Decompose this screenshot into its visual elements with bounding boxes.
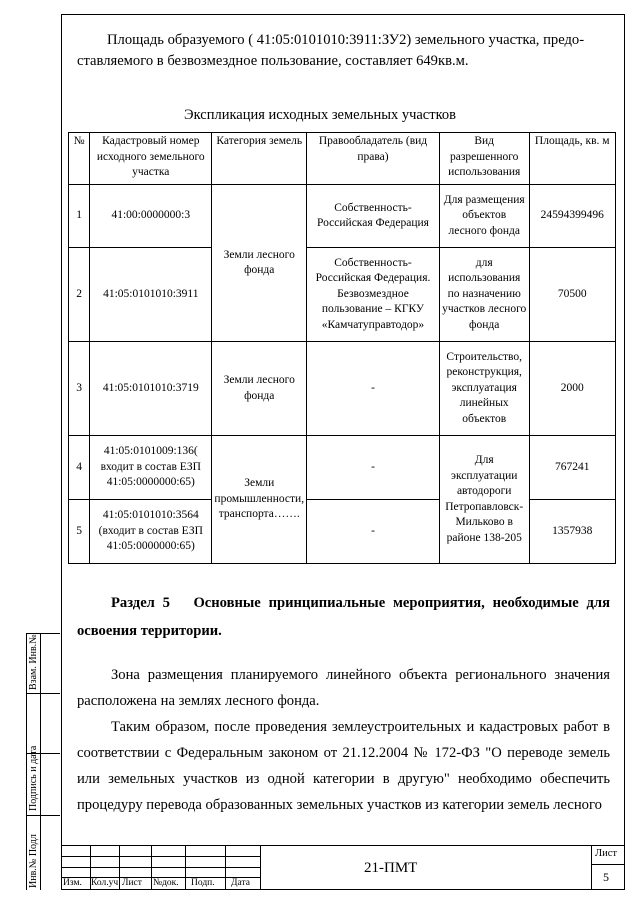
stamp-col-ndok: №док.	[153, 878, 179, 888]
table-caption: Экспликация исходных земельных участков	[184, 107, 456, 123]
category-cell: Земли лесного фонда	[212, 185, 307, 342]
stamp-col-izm: Изм.	[63, 878, 82, 888]
area-cell: 24594399496	[529, 185, 615, 248]
sheet-label: Лист	[595, 848, 617, 859]
document-code: 21-ПМТ	[364, 860, 418, 876]
area-cell: 70500	[529, 248, 615, 342]
row-number: 1	[69, 185, 90, 248]
stamp-col-data: Дата	[231, 878, 250, 888]
area-cell: 2000	[529, 342, 615, 436]
table-header-row	[69, 133, 616, 185]
title-block	[61, 845, 625, 890]
row-number: 3	[69, 342, 90, 436]
sheet-number: 5	[603, 870, 609, 884]
cadastral-number: 41:05:0101010:3719	[90, 342, 212, 436]
category-cell: Земли лесного фонда	[212, 342, 307, 436]
stamp-col-list: Лист	[122, 878, 142, 888]
sidebar-vzam-label: Взам. Инв.№	[28, 634, 39, 690]
header-cell: №	[69, 133, 90, 185]
section-number: Раздел 5	[111, 595, 170, 611]
owner-cell: Собственность-Российская Федерация. Безвозмездное пользование – КГКУ «Камчатуправтодор»	[307, 248, 440, 342]
table-row	[69, 185, 616, 248]
owner-cell: -	[307, 436, 440, 500]
cadastral-number: 41:05:0101010:3564 (входит в состав ЕЗП 41:05:0000000:65)	[90, 500, 212, 564]
cadastral-number: 41:05:0101010:3911	[90, 248, 212, 342]
use-cell: Для эксплуатации автодороги Петропавловск-Мильково в районе 138-205	[439, 436, 529, 564]
owner-cell: -	[307, 500, 440, 564]
explication-table	[68, 132, 616, 564]
use-cell: для использования по назначению участков лесного фонда	[439, 248, 529, 342]
header-cell: Кадастровый номер исходного земельного участка	[90, 133, 212, 185]
body-paragraph-1: Зона размещения планируемого линейного объекта регионального значения расположена на землях лесного фонда.	[77, 667, 610, 709]
intro-line-1: Площадь образуемого ( 41:05:0101010:3911:ЗУ2) земельного участка, предо-	[107, 32, 585, 48]
header-cell: Вид разрешенного использования	[439, 133, 529, 185]
table-row	[69, 500, 616, 564]
stamp-col-podp: Подп.	[191, 878, 215, 888]
row-number: 4	[69, 436, 90, 500]
body-text	[77, 662, 610, 818]
sidebar-podpis-label: Подпись и дата	[28, 745, 39, 811]
cadastral-number: 41:05:0101009:136( входит в состав ЕЗП 41:05:0000000:65)	[90, 436, 212, 500]
category-cell: Земли промышленности, транспорта…….	[212, 436, 307, 564]
intro-line-2: ставляемого в безвозмездное пользование, составляет 649кв.м.	[77, 53, 469, 69]
intro-paragraph	[77, 30, 610, 72]
sidebar-stamp	[26, 633, 60, 890]
table-row	[69, 248, 616, 342]
table-row	[69, 436, 616, 500]
use-cell: Для размещения объектов лесного фонда	[439, 185, 529, 248]
section-heading	[77, 589, 610, 645]
header-cell: Площадь, кв. м	[529, 133, 615, 185]
sidebar-inv-label: Инв.№ Подл	[28, 834, 39, 888]
area-cell: 1357938	[529, 500, 615, 564]
use-cell: Строительство, реконструкция, эксплуатация линейных объектов	[439, 342, 529, 436]
header-cell: Правообладатель (вид права)	[307, 133, 440, 185]
owner-cell: Собственность-Российская Федерация	[307, 185, 440, 248]
body-paragraph-2: Таким образом, после проведения землеустроительных и кадастровых работ в соответствии с Федеральным законом от 21.12.2004 № 172-ФЗ "О переводе земель или земельных участков из одной категории в другую" необходимо обеспечить процедуру перевода образованных земельных участков из категории земель лесного	[77, 719, 610, 813]
section-title: Основные принципиальные мероприятия, необходимые для освоения территории.	[77, 595, 611, 639]
header-cell: Категория земель	[212, 133, 307, 185]
cadastral-number: 41:00:0000000:3	[90, 185, 212, 248]
area-cell: 767241	[529, 436, 615, 500]
row-number: 2	[69, 248, 90, 342]
owner-cell: -	[307, 342, 440, 436]
stamp-col-kolu: Кол.уч	[91, 878, 119, 888]
table-row	[69, 342, 616, 436]
row-number: 5	[69, 500, 90, 564]
